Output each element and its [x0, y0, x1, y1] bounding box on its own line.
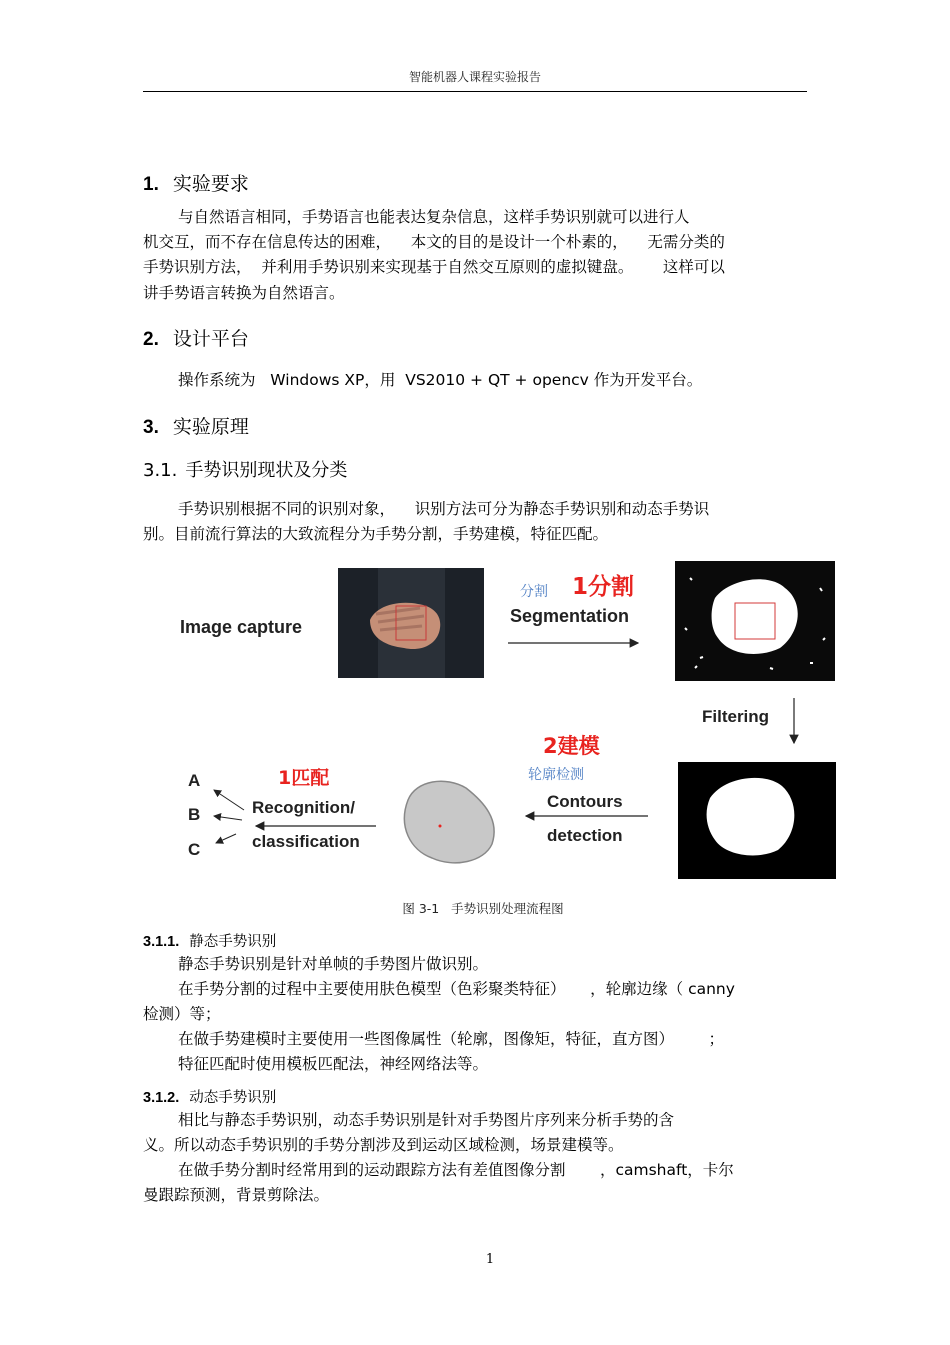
section-1-heading — [143, 169, 249, 196]
paragraph-line: 相比与静态手势识别，动态手势识别是针对手势图片序列来分析手势的含 — [178, 1111, 675, 1129]
page-number: 1 — [485, 1252, 495, 1267]
paragraph-line: 在手势分割的过程中主要使用肤色模型（色彩聚类特征） ，轮廓边缘（ canny — [178, 980, 735, 998]
paragraph-line: 别。目前流行算法的大致流程分为手势分割，手势建模，特征匹配。 — [143, 525, 609, 543]
paragraph-line: 特征匹配时使用模板匹配法，神经网络法等。 — [178, 1055, 489, 1073]
section-title: 设计平台 — [172, 328, 249, 350]
contour-detect-cn: 轮廓检测 — [528, 767, 584, 783]
paragraph-line: 机交互，而不存在信息传达的困难， 本文的目的是设计一个朴素的， 无需分类的 — [143, 233, 725, 251]
recognition-label: Recognition/ — [252, 798, 355, 817]
subsection-title: 动态手势识别 — [189, 1090, 277, 1106]
paragraph-line: 曼跟踪预测，背景剪除法。 — [143, 1186, 330, 1204]
paragraph-line: 在做手势建模时主要使用一些图像属性（轮廓，图像矩，特征，直方图） ； — [178, 1030, 724, 1048]
arrow-to-b — [214, 816, 242, 820]
subsection-3-1-heading — [143, 456, 347, 482]
modeling-cn-big: 2建模 — [543, 734, 600, 758]
paragraph-line: 在做手势分割时经常用到的运动跟踪方法有差值图像分割 ，camshaft，卡尔 — [178, 1161, 734, 1179]
paragraph-line: 手势识别根据不同的识别对象， 识别方法可分为静态手势识别和动态手势识 — [178, 500, 710, 518]
subsection-title: 静态手势识别 — [189, 934, 277, 950]
gesture-flow-figure — [170, 558, 836, 880]
section-2-heading — [143, 324, 249, 351]
arrow-to-a — [214, 790, 244, 810]
paragraph-line: 与自然语言相同，手势语言也能表达复杂信息，这样手势识别就可以进行人 — [178, 208, 690, 226]
subsection-title: 手势识别现状及分类 — [185, 460, 348, 481]
output-b: B — [188, 805, 201, 824]
subsection-number: 3.1. — [143, 460, 178, 481]
hand-photo — [338, 568, 484, 678]
output-c: C — [188, 840, 201, 859]
arrow-to-c — [216, 834, 236, 843]
paragraph-line: 检测）等； — [143, 1005, 221, 1023]
figure-caption: 图 3-1 手势识别处理流程图 — [402, 901, 564, 916]
segmentation-label: Segmentation — [510, 606, 630, 626]
matching-cn-big: 1匹配 — [278, 767, 330, 789]
subsection-3-1-2-heading — [143, 1086, 276, 1107]
image-capture-label: Image capture — [180, 617, 303, 637]
filtered-image — [678, 762, 836, 879]
section-title: 实验要求 — [172, 173, 249, 195]
section-title: 实验原理 — [172, 416, 249, 438]
detection-label: detection — [547, 826, 623, 845]
subsection-number: 3.1.1. — [143, 934, 180, 950]
header-title: 智能机器人课程实验报告 — [408, 70, 541, 84]
segmentation-cn-small: 分割 — [520, 584, 548, 600]
header-rule — [143, 91, 807, 92]
paragraph-line: 讲手势语言转换为自然语言。 — [143, 284, 345, 302]
classification-label: classification — [252, 832, 360, 851]
subsection-3-1-1-heading — [143, 930, 276, 951]
section-number: 3. — [143, 417, 159, 438]
paragraph-line: 静态手势识别是针对单帧的手势图片做识别。 — [178, 955, 489, 973]
paragraph-line: 义。所以动态手势识别的手势分割涉及到运动区域检测，场景建模等。 — [143, 1136, 624, 1154]
section-number: 2. — [143, 329, 159, 350]
subsection-number: 3.1.2. — [143, 1090, 180, 1106]
paragraph-line: 手势识别方法， 并利用手势识别来实现基于自然交互原则的虚拟键盘。 这样可以 — [143, 258, 725, 276]
section-number: 1. — [143, 174, 159, 195]
segmentation-image — [675, 561, 835, 681]
output-a: A — [188, 771, 201, 790]
contours-label: Contours — [547, 792, 623, 811]
section-3-heading — [143, 412, 249, 439]
paragraph-line: 操作系统为 Windows XP，用 VS2010 + QT + opencv 作为开发平台。 — [178, 371, 703, 389]
contour-shape — [404, 781, 494, 863]
filtering-label: Filtering — [702, 707, 770, 726]
segmentation-cn-big: 1分割 — [572, 574, 635, 600]
